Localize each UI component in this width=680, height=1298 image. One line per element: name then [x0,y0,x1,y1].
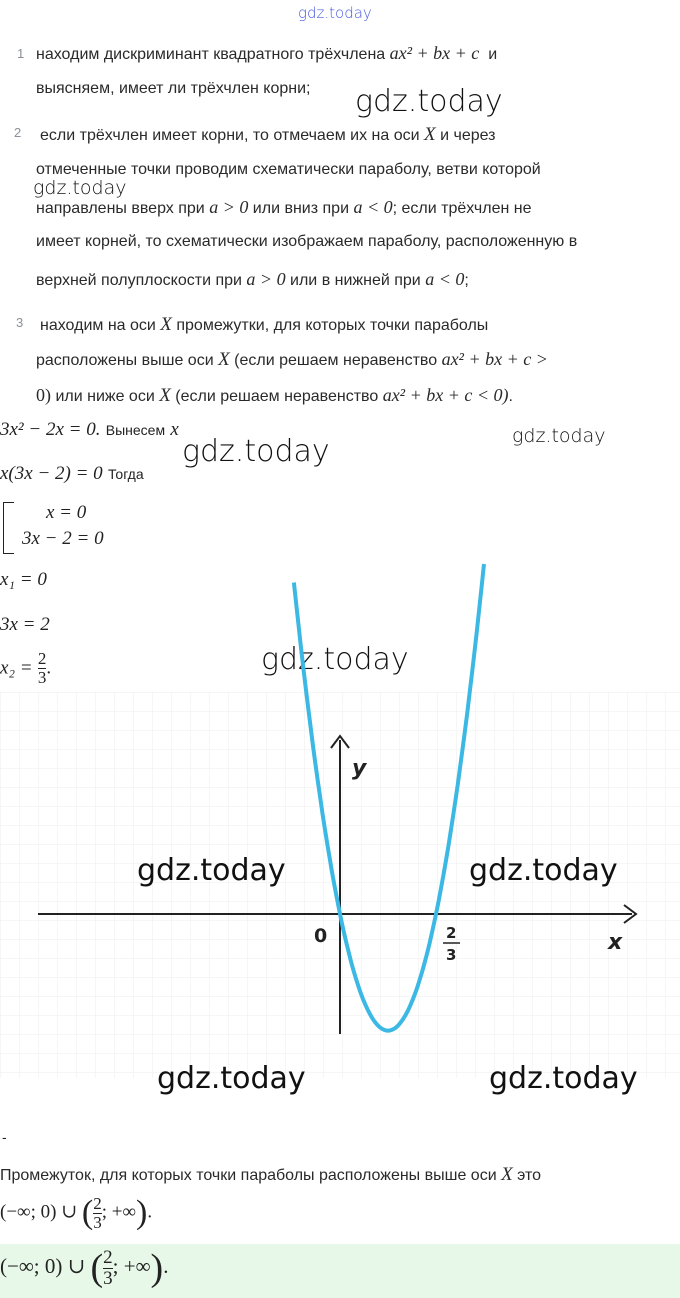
watermark-small: gdz.today [33,177,127,199]
root-label-numerator: 2 [446,924,457,942]
system-line-2: 3x − 2 = 0 [22,528,104,549]
watermark: gdz.today [137,853,286,888]
parabola-graph [0,692,680,1096]
watermark-small: gdz.today [512,425,606,447]
step-number: 3 [16,315,24,330]
step-3-text-line2: расположены выше оси X (если решаем неравенство ax² + bx + c > [36,349,548,370]
dash-separator: - [2,1129,7,1145]
conclusion-text: Промежуток, для которых точки параболы расположены выше оси X это [0,1164,542,1185]
step-number: 1 [17,46,25,61]
step-2-text-line4: имеет корней, то схематически изображаем параболу, расположенную в [36,233,578,250]
step-2-text-line2: отмеченные точки проводим схематически параболу, ветви которой [36,161,541,178]
watermark: gdz.today [489,1061,638,1096]
step-2-text-line3: направлены вверх при a > 0 или вниз при a < 0; если трёхчлен не [36,197,532,217]
step-1-text: находим дискриминант квадратного трёхчлена ax² + bx + c и [36,43,498,63]
step-2-text-line5: верхней полуплоскости при a > 0 или в нижней при a < 0; [36,269,469,289]
watermark-top: gdz.today [298,4,372,22]
answer-interval: (−∞; 0) ∪ ( $\frac{2}{3}$ ; +∞). [0,1246,169,1289]
equation-1: 3x² − 2x = 0. Вынесем x [0,419,179,440]
step-number: 2 [14,125,22,140]
system-bracket [3,502,14,554]
equation-2: x(3x − 2) = 0 Тогда [0,463,144,484]
watermark: gdz.today [261,642,409,677]
step-3-text: находим на оси X промежутки, для которых точки параболы [40,314,489,335]
step-3-text-line3: 0) или ниже оси X (если решаем неравенство ax² + bx + c < 0). [36,385,513,406]
origin-label: 0 [314,925,328,947]
watermark: gdz.today [355,84,503,119]
root-2: x₂ = $\frac{2}{3}$ . [0,649,52,687]
system-line-1: x = 0 [46,502,87,523]
watermark: gdz.today [157,1061,306,1096]
watermark: gdz.today [182,434,330,469]
step-1-text-line2: выясняем, имеет ли трёхчлен корни; [36,80,311,97]
root-label-denominator: 3 [446,946,457,964]
equation-3: 3x = 2 [0,614,50,635]
x-axis-label: x [608,930,623,955]
watermark: gdz.today [469,853,618,888]
y-axis-label: y [352,756,367,781]
step-2-text: если трёхчлен имеет корни, то отмечаем их на оси X и через [40,124,496,145]
interval-expression: (−∞; 0) ∪ ( $\frac{2}{3}$ ; +∞). [0,1193,153,1232]
root-1: x₁ = 0 [0,569,47,590]
